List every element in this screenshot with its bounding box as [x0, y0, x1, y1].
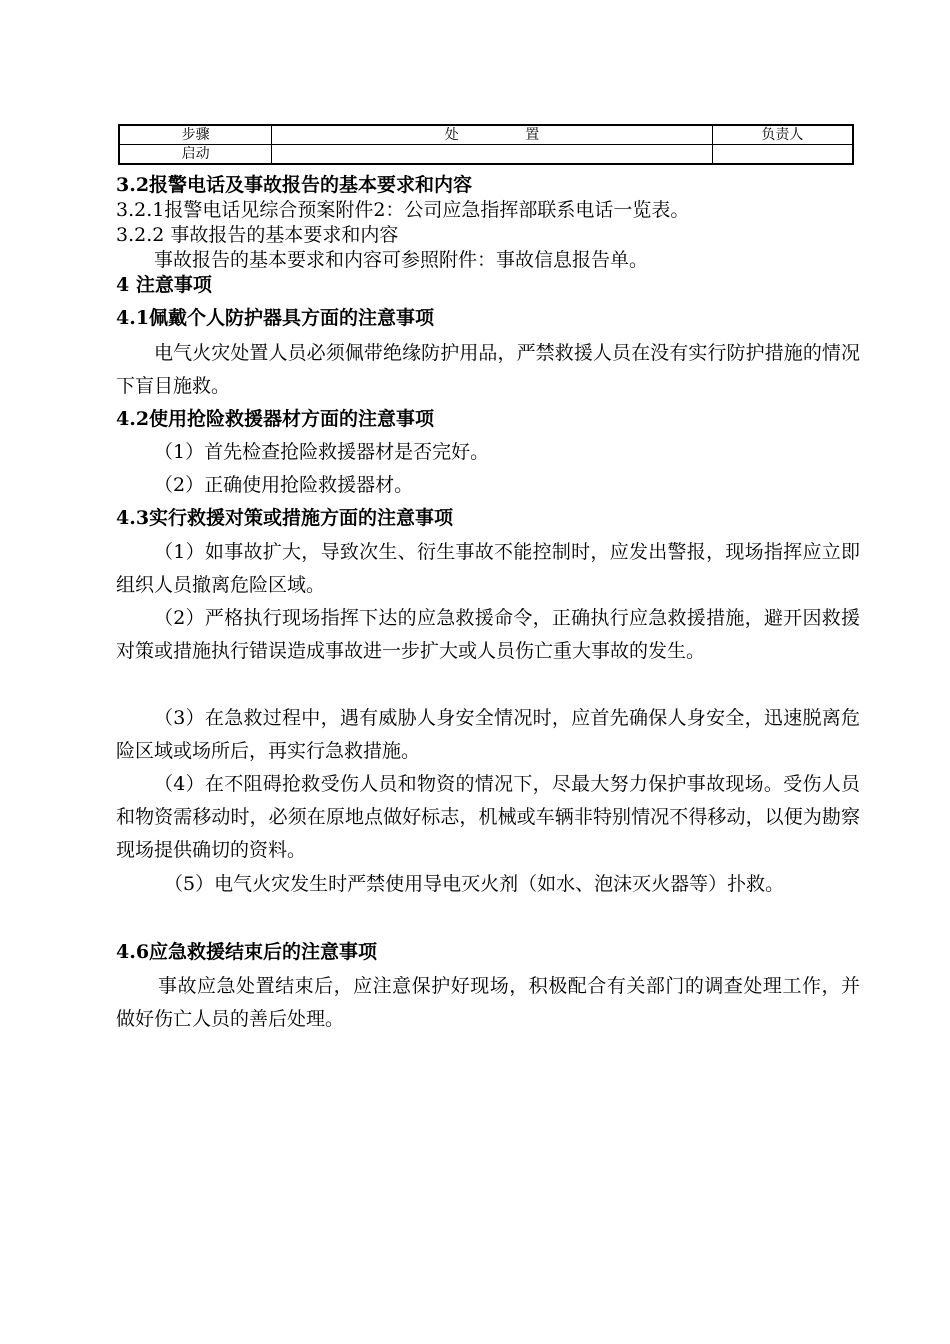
section-4-2-item-2: （2）正确使用抢险救援器材。 — [154, 474, 414, 496]
header-action: 处 置 — [272, 125, 712, 145]
section-4-3-title: 4.3实行救援对策或措施方面的注意事项 — [116, 507, 454, 529]
section-4-6-title: 4.6应急救援结束后的注意事项 — [116, 941, 378, 963]
section-4-3-item-5: （5）电气火灾发生时严禁使用导电灭火剂（如水、泡沫灭火器等）扑救。 — [164, 873, 785, 895]
section-4-2-title: 4.2使用抢险救援器材方面的注意事项 — [116, 408, 435, 430]
section-4-2-item-1: （1）首先检查抢险救援器材是否完好。 — [154, 441, 490, 463]
table-header-row — [119, 125, 853, 145]
section-4-6-body: 事故应急处置结束后，应注意保护好现场，积极配合有关部门的调查处理工作，并做好伤亡人员的善后处理。 — [116, 975, 860, 1030]
section-4-1-body: 电气火灾处置人员必须佩带绝缘防护用品，严禁救援人员在没有实行防护措施的情况下盲目施救。 — [116, 342, 860, 397]
section-4-1-title: 4.1佩戴个人防护器具方面的注意事项 — [116, 307, 435, 329]
section-3-2-title: 3.2报警电话及事故报告的基本要求和内容 — [116, 174, 473, 196]
section-3-2-2: 3.2.2 事故报告的基本要求和内容 — [116, 224, 399, 246]
section-4-3-item-2: （2）严格执行现场指挥下达的应急救援命令，正确执行应急救援措施，避开因救援对策或措施执行错误造成事故进一步扩大或人员伤亡重大事故的发生。 — [116, 607, 860, 662]
table-row — [119, 145, 853, 165]
cell-action — [272, 145, 712, 165]
cell-step: 启动 — [119, 145, 272, 165]
section-4-3-item-3: （3）在急救过程中，遇有威胁人身安全情况时，应首先确保人身安全，迅速脱离危险区域或场所后，再实行急救措施。 — [116, 707, 860, 762]
cell-owner — [712, 145, 853, 165]
section-3-2-1: 3.2.1报警电话见综合预案附件2：公司应急指挥部联系电话一览表。 — [116, 199, 690, 221]
section-3-2-2-body: 事故报告的基本要求和内容可参照附件：事故信息报告单。 — [154, 249, 649, 271]
section-4-title: 4 注意事项 — [116, 274, 212, 296]
section-4-3-item-1: （1）如事故扩大，导致次生、衍生事故不能控制时，应发出警报，现场指挥应立即组织人员撤离危险区域。 — [116, 541, 860, 596]
header-step: 步骤 — [119, 125, 272, 145]
section-4-3-item-4: （4）在不阻碍抢救受伤人员和物资的情况下，尽最大努力保护事故现场。受伤人员和物资需移动时，必须在原地点做好标志，机械或车辆非特别情况不得移动，以便为勘察现场提供确切的资料。 — [116, 773, 860, 861]
header-owner: 负责人 — [712, 125, 853, 145]
procedure-table — [118, 124, 854, 165]
